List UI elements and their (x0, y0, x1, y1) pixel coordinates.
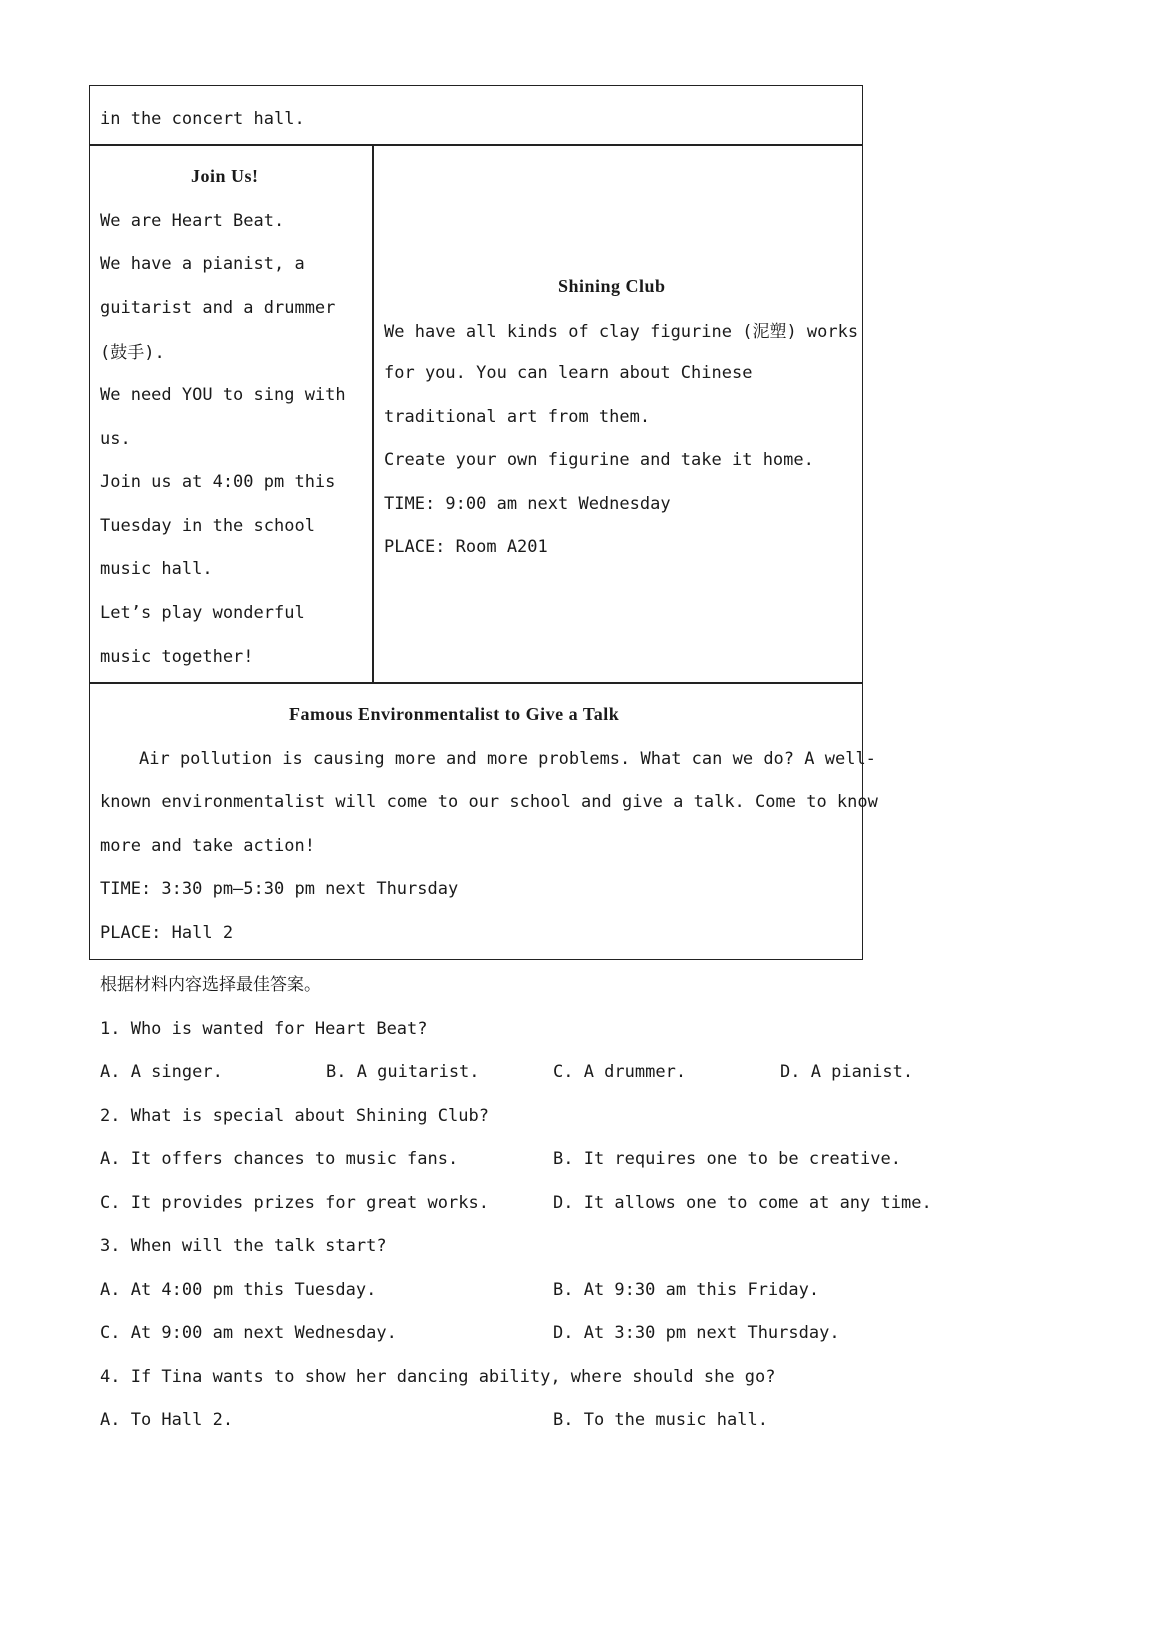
talk-line: more and take action! (100, 836, 315, 856)
talk-line: PLACE: Hall 2 (100, 923, 234, 943)
talk-line: TIME: 3:30 pm—5:30 pm next Thursday (100, 879, 459, 899)
table-divider-top (89, 144, 863, 146)
shining-club-line: We have all kinds of clay figurine (泥塑) works (384, 322, 859, 342)
question-stem: 2. What is special about Shining Club? (100, 1106, 489, 1126)
heart-beat-line: music hall. (100, 559, 213, 579)
heart-beat-line: (鼓手). (100, 343, 165, 363)
option-b: B. At 9:30 am this Friday. (553, 1280, 820, 1300)
option-c: C. At 9:00 am next Wednesday. (100, 1323, 397, 1343)
heart-beat-line: Let’s play wonderful (100, 603, 305, 623)
question-stem: 3. When will the talk start? (100, 1236, 387, 1256)
instruction-text: 根据材料内容选择最佳答案。 (100, 975, 321, 995)
question-stem: 1. Who is wanted for Heart Beat? (100, 1019, 428, 1039)
option-a: A. To Hall 2. (100, 1410, 234, 1430)
heart-beat-line: Tuesday in the school (100, 516, 315, 536)
question-stem: 4. If Tina wants to show her dancing ability, where should she go? (100, 1367, 776, 1387)
option-b: B. It requires one to be creative. (553, 1149, 901, 1169)
heart-beat-line: We are Heart Beat. (100, 211, 285, 231)
option-b: B. A guitarist. (326, 1062, 480, 1082)
heart-beat-title: Join Us! (191, 166, 259, 186)
option-a: A. It offers chances to music fans. (100, 1149, 459, 1169)
shining-club-line: for you. You can learn about Chinese (384, 363, 753, 383)
option-a: A. At 4:00 pm this Tuesday. (100, 1280, 377, 1300)
shining-club-line: TIME: 9:00 am next Wednesday (384, 494, 671, 514)
talk-title: Famous Environmentalist to Give a Talk (289, 704, 620, 724)
talk-line: known environmentalist will come to our school and give a talk. Come to know (100, 792, 878, 812)
option-c: C. It provides prizes for great works. (100, 1193, 489, 1213)
shining-club-line: traditional art from them. (384, 407, 651, 427)
heart-beat-line: We need YOU to sing with (100, 385, 346, 405)
heart-beat-line: We have a pianist, a (100, 254, 305, 274)
shining-club-title: Shining Club (558, 276, 666, 296)
option-b: B. To the music hall. (553, 1410, 768, 1430)
top-row-text: in the concert hall. (100, 109, 305, 129)
option-d: D. A pianist. (780, 1062, 914, 1082)
talk-line: Air pollution is causing more and more problems. What can we do? A well- (139, 749, 876, 769)
heart-beat-line: Join us at 4:00 pm this (100, 472, 336, 492)
shining-club-line: Create your own figurine and take it home. (384, 450, 814, 470)
table-divider-middle (89, 682, 863, 684)
option-d: D. At 3:30 pm next Thursday. (553, 1323, 840, 1343)
table-divider-vertical (372, 144, 374, 683)
heart-beat-line: guitarist and a drummer (100, 298, 336, 318)
option-c: C. A drummer. (553, 1062, 687, 1082)
option-a: A. A singer. (100, 1062, 223, 1082)
option-d: D. It allows one to come at any time. (553, 1193, 932, 1213)
shining-club-line: PLACE: Room A201 (384, 537, 548, 557)
heart-beat-line: us. (100, 429, 131, 449)
heart-beat-line: music together! (100, 647, 254, 667)
